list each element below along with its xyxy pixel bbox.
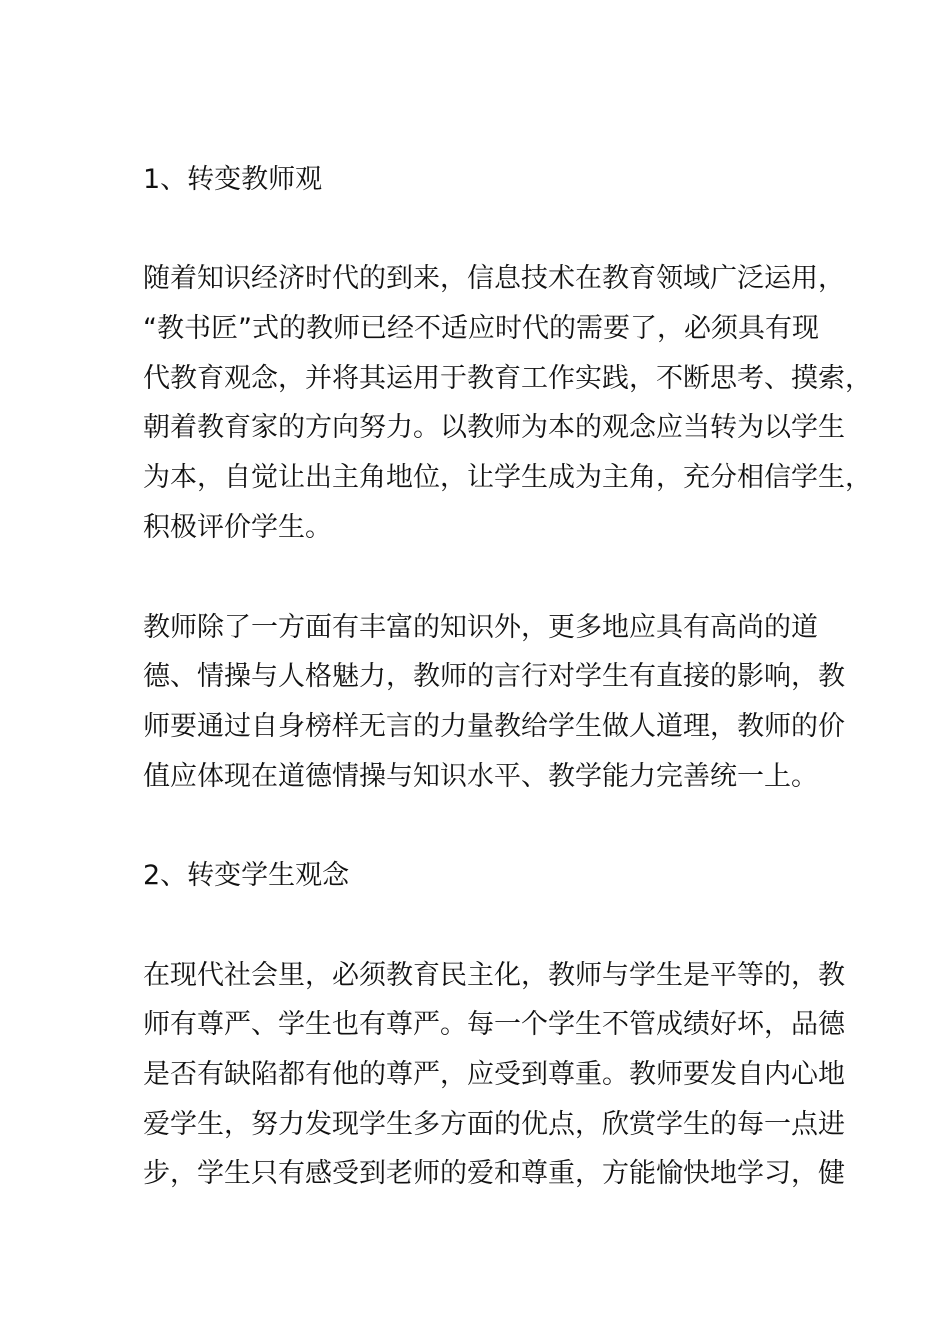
text-line: 在现代社会里，必须教育民主化，教师与学生是平等的，教 (143, 960, 845, 991)
text-line: 师要通过自身榜样无言的力量教给学生做人道理，教师的价 (143, 711, 845, 742)
text-line: 为本，自觉让出主角地位，让学生成为主角，充分相信学生， (143, 462, 872, 493)
text-line: 朝着教育家的方向努力。以教师为本的观念应当转为以学生 (143, 412, 845, 443)
text-line: 值应体现在道德情操与知识水平、教学能力完善统一上。 (143, 761, 818, 792)
text-line: 随着知识经济时代的到来，信息技术在教育领域广泛运用， (143, 263, 845, 294)
text-line: “教书匠”式的教师已经不适应时代的需要了，必须具有现 (143, 313, 819, 344)
text-line: 教师除了一方面有丰富的知识外，更多地应具有高尚的道 (143, 612, 818, 643)
text-line: 师有尊严、学生也有尊严。每一个学生不管成绩好坏，品德 (143, 1009, 845, 1040)
section-heading: 2、转变学生观念 (143, 860, 350, 891)
text-line: 步，学生只有感受到老师的爱和尊重，方能愉快地学习，健 (143, 1158, 845, 1189)
text-line: 爱学生，努力发现学生多方面的优点，欣赏学生的每一点进 (143, 1109, 845, 1140)
text-line: 积极评价学生。 (143, 512, 332, 543)
text-line: 德、情操与人格魅力，教师的言行对学生有直接的影响，教 (143, 661, 845, 692)
section-heading: 1、转变教师观 (143, 164, 323, 195)
text-line: 是否有缺陷都有他的尊严，应受到尊重。教师要发自内心地 (143, 1059, 845, 1090)
text-line: 代教育观念，并将其运用于教育工作实践，不断思考、摸索， (143, 363, 872, 394)
